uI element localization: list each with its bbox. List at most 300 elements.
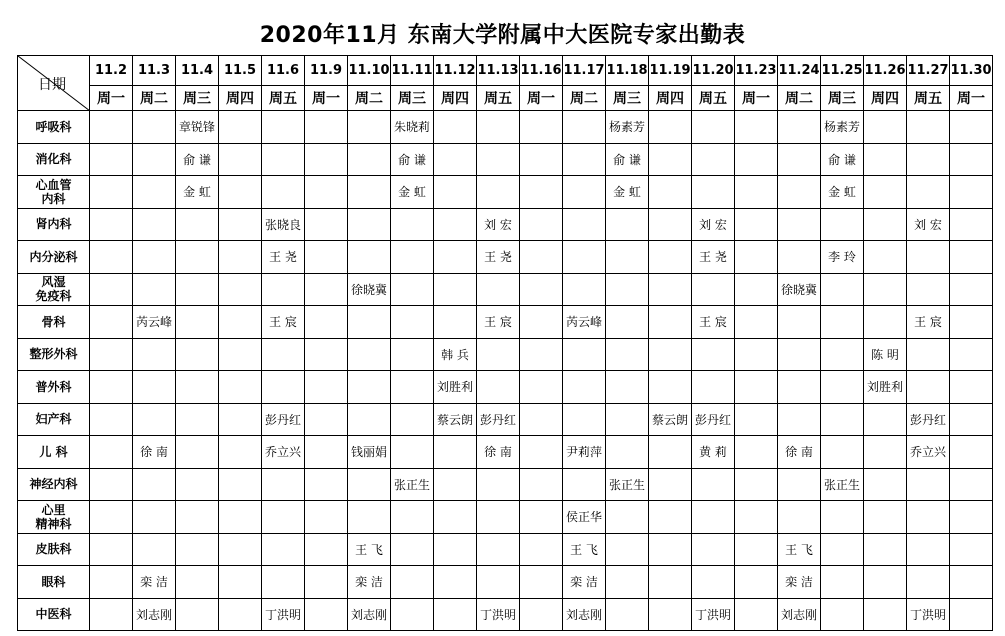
empty-cell [950,111,993,144]
department-name [18,273,90,306]
doctor-cell: 陈 明 [864,338,907,371]
empty-cell [907,111,950,144]
empty-cell [133,371,176,404]
empty-cell [778,371,821,404]
doctor-cell: 刘志刚 [778,598,821,631]
empty-cell [950,273,993,306]
doctor-cell: 俞 谦 [606,143,649,176]
empty-cell [305,306,348,339]
empty-cell [90,306,133,339]
empty-cell [391,208,434,241]
doctor-cell: 王 飞 [778,533,821,566]
date-header: 11.17 [563,56,606,86]
empty-cell [520,176,563,209]
empty-cell [305,533,348,566]
doctor-cell: 刘胜利 [434,371,477,404]
empty-cell [950,533,993,566]
date-header: 11.26 [864,56,907,86]
empty-cell [735,533,778,566]
empty-cell [864,403,907,436]
empty-cell [907,176,950,209]
empty-cell [305,436,348,469]
empty-cell [821,273,864,306]
date-header: 11.10 [348,56,391,86]
empty-cell [692,501,735,534]
empty-cell [864,533,907,566]
weekday-header: 周四 [219,86,262,111]
doctor-cell: 刘胜利 [864,371,907,404]
empty-cell [735,566,778,599]
weekday-header: 周一 [950,86,993,111]
empty-cell [735,501,778,534]
empty-cell [735,306,778,339]
empty-cell [176,306,219,339]
doctor-cell: 金 虹 [176,176,219,209]
empty-cell [692,533,735,566]
empty-cell [219,403,262,436]
department-name-line: 消化科 [35,152,72,167]
date-header: 11.18 [606,56,649,86]
doctor-cell: 徐 南 [778,436,821,469]
empty-cell [950,436,993,469]
empty-cell [391,273,434,306]
empty-cell [692,566,735,599]
date-header: 11.27 [907,56,950,86]
doctor-cell: 丁洪明 [907,598,950,631]
department-name-line: 眼科 [41,574,66,589]
empty-cell [520,241,563,274]
empty-cell [219,143,262,176]
header-corner [18,56,90,111]
empty-cell [649,501,692,534]
empty-cell [778,143,821,176]
empty-cell [821,501,864,534]
empty-cell [950,566,993,599]
empty-cell [305,273,348,306]
empty-cell [735,338,778,371]
empty-cell [348,371,391,404]
empty-cell [90,436,133,469]
department-row [18,436,993,469]
empty-cell [391,533,434,566]
weekday-header: 周四 [434,86,477,111]
corner-date-label: 日期 [38,77,66,93]
empty-cell [219,468,262,501]
empty-cell [133,501,176,534]
empty-cell [692,338,735,371]
department-name [18,241,90,274]
empty-cell [176,566,219,599]
department-name-line: 内分泌科 [29,249,78,264]
doctor-cell: 彭丹红 [262,403,305,436]
department-name [18,371,90,404]
empty-cell [692,143,735,176]
empty-cell [305,338,348,371]
empty-cell [434,241,477,274]
empty-cell [520,501,563,534]
empty-cell [348,338,391,371]
doctor-cell: 朱晓莉 [391,111,434,144]
empty-cell [434,143,477,176]
department-row [18,338,993,371]
empty-cell [907,533,950,566]
attendance-table [17,55,993,631]
department-name [18,436,90,469]
empty-cell [606,338,649,371]
doctor-cell: 金 虹 [391,176,434,209]
doctor-cell: 黄 莉 [692,436,735,469]
empty-cell [262,468,305,501]
weekday-header: 周五 [477,86,520,111]
empty-cell [391,598,434,631]
empty-cell [348,501,391,534]
department-name-line: 风湿 [41,275,66,290]
empty-cell [90,501,133,534]
department-name-line: 普外科 [35,379,72,394]
empty-cell [391,566,434,599]
department-name-line: 整形外科 [29,347,78,362]
doctor-cell: 刘志刚 [563,598,606,631]
empty-cell [219,436,262,469]
department-row [18,501,993,534]
empty-cell [133,533,176,566]
doctor-cell: 刘 宏 [477,208,520,241]
doctor-cell: 王 尧 [262,241,305,274]
department-row [18,403,993,436]
doctor-cell: 张正生 [606,468,649,501]
empty-cell [219,176,262,209]
empty-cell [348,241,391,274]
empty-cell [434,436,477,469]
department-name [18,208,90,241]
empty-cell [133,468,176,501]
empty-cell [305,111,348,144]
empty-cell [649,566,692,599]
empty-cell [176,208,219,241]
empty-cell [606,371,649,404]
empty-cell [90,241,133,274]
empty-cell [176,403,219,436]
empty-cell [391,403,434,436]
doctor-cell: 彭丹红 [907,403,950,436]
department-row [18,566,993,599]
department-name-line: 内科 [41,191,66,206]
empty-cell [692,273,735,306]
empty-cell [821,403,864,436]
empty-cell [219,306,262,339]
empty-cell [391,306,434,339]
doctor-cell: 尹莉萍 [563,436,606,469]
doctor-cell: 杨素芳 [606,111,649,144]
empty-cell [563,371,606,404]
doctor-cell: 张正生 [821,468,864,501]
doctor-cell: 王 宸 [907,306,950,339]
empty-cell [176,273,219,306]
empty-cell [692,468,735,501]
empty-cell [649,371,692,404]
empty-cell [821,533,864,566]
empty-cell [821,371,864,404]
date-header: 11.6 [262,56,305,86]
empty-cell [735,468,778,501]
doctor-cell: 栾 洁 [133,566,176,599]
empty-cell [821,598,864,631]
empty-cell [778,208,821,241]
empty-cell [563,176,606,209]
empty-cell [778,338,821,371]
weekday-header: 周二 [563,86,606,111]
empty-cell [864,501,907,534]
empty-cell [692,111,735,144]
empty-cell [563,208,606,241]
empty-cell [649,176,692,209]
empty-cell [864,468,907,501]
empty-cell [90,176,133,209]
empty-cell [305,241,348,274]
empty-cell [950,306,993,339]
empty-cell [563,143,606,176]
empty-cell [477,111,520,144]
weekday-header: 周三 [821,86,864,111]
empty-cell [821,566,864,599]
empty-cell [606,566,649,599]
department-name-line: 皮肤科 [35,542,72,557]
empty-cell [864,176,907,209]
date-header: 11.5 [219,56,262,86]
empty-cell [262,371,305,404]
empty-cell [219,273,262,306]
doctor-cell: 栾 洁 [563,566,606,599]
empty-cell [907,501,950,534]
empty-cell [649,468,692,501]
empty-cell [649,143,692,176]
empty-cell [133,403,176,436]
empty-cell [735,403,778,436]
date-row [18,56,993,86]
doctor-cell: 彭丹红 [692,403,735,436]
empty-cell [348,468,391,501]
empty-cell [907,468,950,501]
empty-cell [262,533,305,566]
empty-cell [520,306,563,339]
empty-cell [176,241,219,274]
empty-cell [477,176,520,209]
empty-cell [950,143,993,176]
empty-cell [348,403,391,436]
weekday-header: 周一 [735,86,778,111]
department-row [18,371,993,404]
doctor-cell: 侯正华 [563,501,606,534]
empty-cell [262,501,305,534]
empty-cell [520,403,563,436]
department-name [18,176,90,209]
doctor-cell: 芮云峰 [133,306,176,339]
empty-cell [606,241,649,274]
empty-cell [649,273,692,306]
doctor-cell: 俞 谦 [391,143,434,176]
weekday-header: 周三 [606,86,649,111]
empty-cell [692,176,735,209]
empty-cell [864,436,907,469]
department-name-line: 中医科 [35,607,72,622]
empty-cell [90,371,133,404]
department-row [18,273,993,306]
weekday-header: 周一 [90,86,133,111]
empty-cell [520,533,563,566]
department-name-line: 神经内科 [29,477,78,492]
empty-cell [434,176,477,209]
date-header: 11.16 [520,56,563,86]
doctor-cell: 俞 谦 [821,143,864,176]
empty-cell [90,598,133,631]
empty-cell [520,598,563,631]
empty-cell [219,208,262,241]
empty-cell [950,468,993,501]
empty-cell [735,176,778,209]
empty-cell [950,598,993,631]
doctor-cell: 芮云峰 [563,306,606,339]
empty-cell [864,208,907,241]
empty-cell [133,241,176,274]
empty-cell [434,468,477,501]
empty-cell [520,371,563,404]
empty-cell [778,111,821,144]
weekday-header: 周四 [864,86,907,111]
doctor-cell: 王 飞 [563,533,606,566]
empty-cell [391,241,434,274]
empty-cell [778,176,821,209]
department-name-line: 心里 [41,502,66,517]
empty-cell [649,533,692,566]
empty-cell [434,566,477,599]
doctor-cell: 刘 宏 [907,208,950,241]
empty-cell [434,273,477,306]
empty-cell [520,338,563,371]
weekday-header: 周一 [520,86,563,111]
empty-cell [262,176,305,209]
doctor-cell: 李 玲 [821,241,864,274]
date-header: 11.3 [133,56,176,86]
doctor-cell: 蔡云朗 [434,403,477,436]
empty-cell [520,208,563,241]
empty-cell [821,338,864,371]
empty-cell [133,208,176,241]
department-name [18,501,90,534]
department-row [18,176,993,209]
department-name [18,111,90,144]
doctor-cell: 丁洪明 [262,598,305,631]
empty-cell [520,273,563,306]
empty-cell [563,111,606,144]
empty-cell [950,208,993,241]
empty-cell [305,566,348,599]
empty-cell [778,501,821,534]
empty-cell [176,338,219,371]
empty-cell [778,468,821,501]
empty-cell [778,403,821,436]
doctor-cell: 栾 洁 [778,566,821,599]
department-name [18,468,90,501]
empty-cell [305,598,348,631]
empty-cell [434,598,477,631]
empty-cell [563,468,606,501]
empty-cell [219,241,262,274]
empty-cell [262,143,305,176]
doctor-cell: 乔立兴 [907,436,950,469]
empty-cell [563,403,606,436]
doctor-cell: 张正生 [391,468,434,501]
empty-cell [305,403,348,436]
weekday-header: 周三 [391,86,434,111]
weekday-header: 周四 [649,86,692,111]
doctor-cell: 刘志刚 [348,598,391,631]
department-row [18,468,993,501]
empty-cell [735,208,778,241]
empty-cell [90,111,133,144]
weekday-header: 周二 [778,86,821,111]
empty-cell [133,338,176,371]
department-name [18,306,90,339]
empty-cell [950,371,993,404]
weekday-header: 周五 [692,86,735,111]
doctor-cell: 金 虹 [606,176,649,209]
empty-cell [348,306,391,339]
doctor-cell: 徐晓冀 [348,273,391,306]
doctor-cell: 丁洪明 [477,598,520,631]
department-name-line: 妇产科 [35,412,72,427]
doctor-cell: 王 宸 [692,306,735,339]
department-name [18,143,90,176]
empty-cell [219,371,262,404]
empty-cell [391,371,434,404]
empty-cell [520,566,563,599]
empty-cell [649,208,692,241]
weekday-header: 周一 [305,86,348,111]
empty-cell [864,111,907,144]
empty-cell [219,338,262,371]
doctor-cell: 刘志刚 [133,598,176,631]
empty-cell [907,241,950,274]
empty-cell [520,143,563,176]
doctor-cell: 钱丽娟 [348,436,391,469]
empty-cell [907,566,950,599]
weekday-header: 周三 [176,86,219,111]
empty-cell [735,436,778,469]
empty-cell [305,143,348,176]
empty-cell [262,338,305,371]
doctor-cell: 刘 宏 [692,208,735,241]
weekday-header: 周五 [262,86,305,111]
empty-cell [606,533,649,566]
empty-cell [477,468,520,501]
empty-cell [305,371,348,404]
empty-cell [520,468,563,501]
empty-cell [90,533,133,566]
doctor-cell: 蔡云朗 [649,403,692,436]
empty-cell [90,273,133,306]
empty-cell [735,598,778,631]
doctor-cell: 王 尧 [692,241,735,274]
empty-cell [90,566,133,599]
empty-cell [477,566,520,599]
empty-cell [219,533,262,566]
empty-cell [606,436,649,469]
empty-cell [348,176,391,209]
empty-cell [606,501,649,534]
empty-cell [176,371,219,404]
empty-cell [305,176,348,209]
empty-cell [735,273,778,306]
